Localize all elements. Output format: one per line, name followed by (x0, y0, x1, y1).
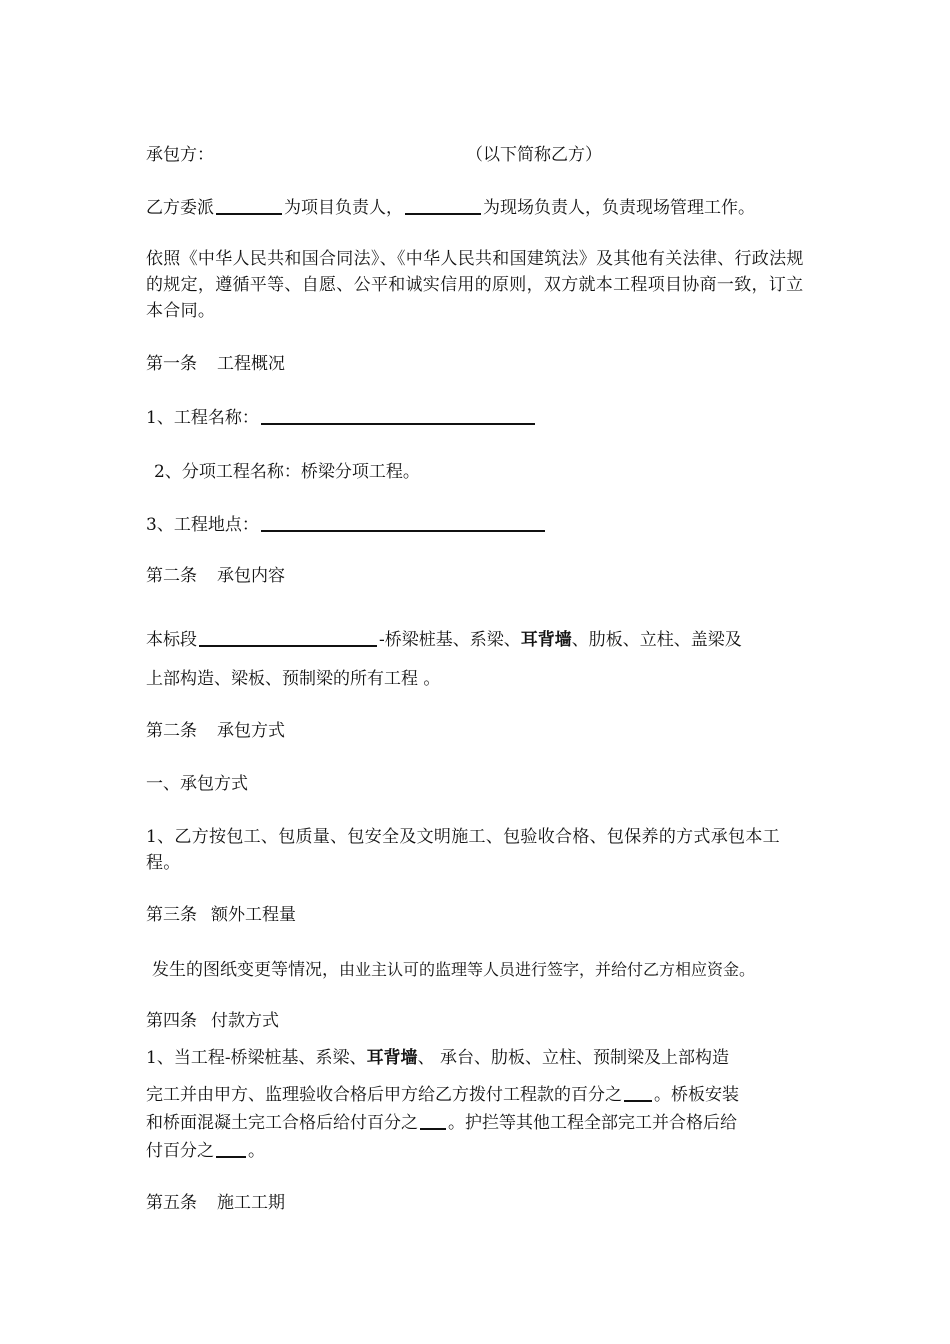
payment-line-1 (146, 1045, 729, 1071)
article-1-heading (146, 351, 285, 377)
scope-line-2: 上部构造、梁板、预制梁的所有工程 。 (146, 669, 441, 689)
project-name-blank[interactable] (261, 407, 535, 425)
article-3-number: 第三条 (146, 905, 197, 925)
scope-prefix: 本标段 (146, 630, 197, 650)
contractor-label: 承包方： (146, 145, 214, 165)
article-5-heading (146, 1190, 285, 1216)
article-2-title: 承包内容 (217, 566, 285, 586)
project-manager-blank[interactable] (216, 197, 282, 215)
delegate-line (146, 195, 755, 221)
payment-line-3-part-1: 和桥面混凝土完工合格后给付百分之 (146, 1113, 418, 1133)
contractor-line (146, 142, 602, 168)
article-4-title: 付款方式 (211, 1011, 279, 1031)
scope-part-2: 、肋板、立柱、盖梁及 (571, 630, 742, 650)
section-name-blank[interactable] (199, 629, 377, 647)
second-payment-percent-blank[interactable] (420, 1112, 446, 1130)
article-2-heading (146, 563, 285, 589)
article-3-heading (146, 902, 296, 928)
project-location-label: 3、工程地点： (146, 515, 259, 535)
scope-bold-term: 耳背墙 (520, 630, 572, 650)
article-5-number: 第五条 (146, 1193, 197, 1213)
subproject-name-line: 2、分项工程名称：桥梁分项工程。 (154, 462, 420, 482)
payment-line-2 (146, 1082, 739, 1108)
payment-line-2-part-1: 完工并由甲方、监理验收合格后甲方给乙方拨付工程款的百分之 (146, 1085, 622, 1105)
project-location-line (146, 512, 547, 538)
payment-line-1-part-2: 、 承台、肋板、立柱、预制梁及上部构造 (417, 1048, 729, 1068)
project-location-blank[interactable] (261, 514, 545, 532)
article-4-heading (146, 1008, 279, 1034)
article-5-title: 施工工期 (217, 1193, 285, 1213)
payment-line-4-part-2: 。 (248, 1141, 265, 1161)
delegate-middle: 为项目负责人， (284, 198, 403, 218)
project-name-line (146, 405, 537, 431)
article-4-number: 第四条 (146, 1011, 197, 1031)
article-2b-heading (146, 718, 285, 744)
payment-bold-term: 耳背墙 (366, 1048, 418, 1068)
article-2b-number: 第二条 (146, 721, 197, 741)
article-1-title: 工程概况 (217, 354, 285, 374)
scope-part-1: -桥梁桩基、系梁、 (379, 630, 521, 650)
scope-line-1 (146, 627, 742, 653)
extra-work-line (152, 957, 755, 983)
extra-work-part-1: 发生的图纸变更等情况， (152, 960, 339, 980)
payment-line-3-part-2: 。护拦等其他工程全部完工并合格后给 (448, 1113, 737, 1133)
article-2b-title: 承包方式 (217, 721, 285, 741)
delegate-prefix: 乙方委派 (146, 198, 214, 218)
method-heading: 一、承包方式 (146, 774, 248, 794)
payment-line-3 (146, 1110, 737, 1136)
final-payment-percent-blank[interactable] (216, 1140, 246, 1158)
project-name-label: 1、工程名称： (146, 408, 259, 428)
payment-line-1-part-1: 1、当工程-桥梁桩基、系梁、 (146, 1048, 367, 1068)
method-item-1: 1、乙方按包工、包质量、包安全及文明施工、包验收合格、包保养的方式承包本工程。 (146, 827, 780, 873)
preamble-paragraph: 依照《中华人民共和国合同法》、《中华人民共和国建筑法》及其他有关法律、行政法规的规定，遵循平等、自愿、公平和诚实信用的原则，双方就本工程项目协商一致，订立本合同。 (146, 249, 804, 321)
contractor-alias: （以下简称乙方） (466, 145, 602, 165)
article-2-number: 第二条 (146, 566, 197, 586)
payment-line-4-part-1: 付百分之 (146, 1141, 214, 1161)
delegate-suffix: 为现场负责人，负责现场管理工作。 (483, 198, 755, 218)
site-manager-blank[interactable] (405, 197, 481, 215)
article-1-number: 第一条 (146, 354, 197, 374)
article-3-title: 额外工程量 (211, 905, 296, 925)
first-payment-percent-blank[interactable] (624, 1084, 652, 1102)
payment-line-4 (146, 1138, 265, 1164)
extra-work-part-2: 由业主认可的监理等人员进行签字，并给付乙方相应资金。 (339, 960, 756, 979)
payment-line-2-part-2: 。桥板安装 (654, 1085, 739, 1105)
